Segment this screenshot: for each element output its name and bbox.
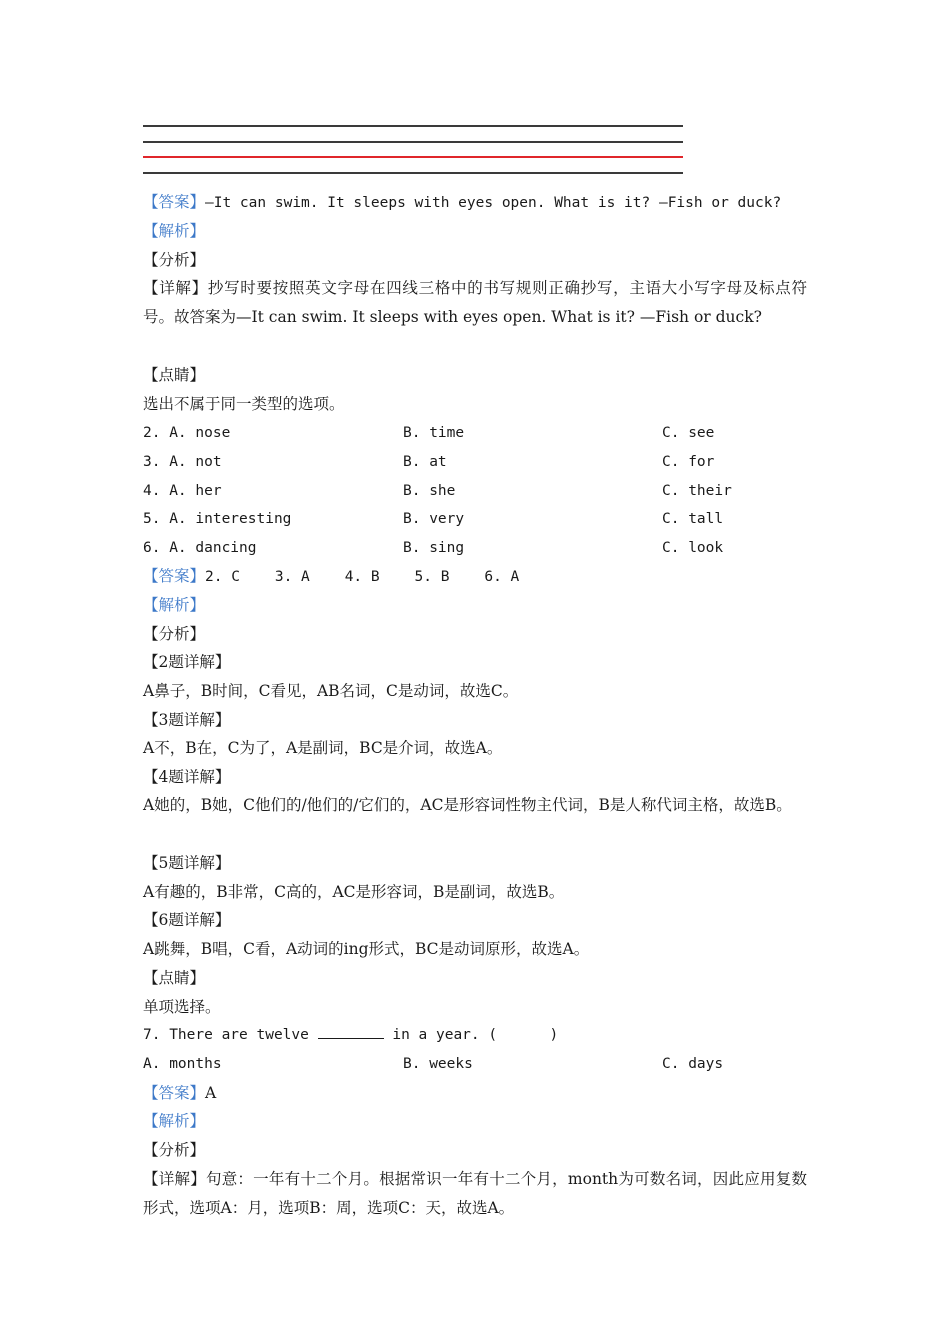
detail-text: 抄写时要按照英文字母在四线三格中的书写规则正确抄写，主语大小写字母及标点符号。故答案为—It can swim. It sleeps with eyes open. What is it? —Fish or duck? <box>143 279 807 326</box>
section2-answer <box>143 562 813 592</box>
answer-tag: 【答案】 <box>143 1084 206 1102</box>
q2-option-b: B. time <box>403 425 465 441</box>
q3-option-a: 3. A. not <box>143 454 222 470</box>
q6-option-c: C. look <box>662 540 724 556</box>
q5-option-b: B. very <box>403 511 465 527</box>
section2-instruction: 选出不属于同一类型的选项。 <box>143 395 345 413</box>
q2-detail-tag: 【2题详解】 <box>143 653 231 671</box>
section3-instruction: 单项选择。 <box>143 998 221 1016</box>
detail-text: 句意：一年有十二个月。根据常识一年有十二个月，month为可数名词，因此应用复数形式，选项A：月，选项B：周，选项C：天，故选A。 <box>143 1170 807 1217</box>
q2-option-c: C. see <box>662 425 715 441</box>
q4-option-b: B. she <box>403 483 456 499</box>
q5-detail-text: A有趣的，B非常，C高的，AC是形容词，B是副词，故选B。 <box>143 883 565 901</box>
q7-option-c: C. days <box>662 1056 724 1072</box>
q3-option-b: B. at <box>403 454 447 470</box>
q7-blank <box>318 1026 384 1039</box>
q4-detail-text: A她的，B她，C他们的/他们的/它们的，AC是形容词性物主代词，B是人称代词主格，故选B。 <box>143 796 792 814</box>
q5-detail-tag: 【5题详解】 <box>143 854 231 872</box>
answer-tag: 【答案】 <box>143 193 206 211</box>
q3-detail-text: A不，B在，C为了，A是副词，BC是介词，故选A。 <box>143 739 503 757</box>
q1-answer <box>143 188 813 218</box>
q4-option-a: 4. A. her <box>143 483 222 499</box>
fenxi-tag: 【分析】 <box>143 251 206 269</box>
answer-text: 2. C 3. A 4. B 5. B 6. A <box>205 569 520 585</box>
four-line-grid <box>143 122 683 178</box>
q5-option-a: 5. A. interesting <box>143 511 292 527</box>
q7-option-b: B. weeks <box>403 1056 473 1072</box>
q6-detail-tag: 【6题详解】 <box>143 911 231 929</box>
q7-suffix: in a year. ( ) <box>392 1027 559 1043</box>
grid-line <box>143 141 683 143</box>
q7-stem <box>143 1021 813 1050</box>
q7-option-a: A. months <box>143 1056 222 1072</box>
q6-detail-text: A跳舞，B唱，C看，A动词的ing形式，BC是动词原形，故选A。 <box>143 940 590 958</box>
dianjing-tag: 【点睛】 <box>143 969 206 987</box>
fenxi-tag: 【分析】 <box>143 1141 206 1159</box>
q4-option-c: C. their <box>662 483 732 499</box>
q2-option-a: 2. A. nose <box>143 425 231 441</box>
detail-tag: 【详解】 <box>143 1170 206 1188</box>
q1-detail <box>143 274 807 332</box>
fenxi-tag: 【分析】 <box>143 625 206 643</box>
jiexi-tag: 【解析】 <box>143 596 206 614</box>
q6-option-b: B. sing <box>403 540 465 556</box>
q3-option-c: C. for <box>662 454 715 470</box>
q2-detail-text: A鼻子，B时间，C看见，AB名词，C是动词，故选C。 <box>143 682 519 700</box>
q3-detail-tag: 【3题详解】 <box>143 711 231 729</box>
answer-text: —It can swim. It sleeps with eyes open. What is it? —Fish or duck? <box>205 195 782 211</box>
q7-prefix: 7. There are twelve <box>143 1027 309 1043</box>
jiexi-tag: 【解析】 <box>143 222 206 240</box>
q6-option-a: 6. A. dancing <box>143 540 257 556</box>
section3-answer <box>143 1079 813 1108</box>
detail-tag: 【详解】 <box>143 279 208 297</box>
answer-text: A <box>205 1084 217 1102</box>
jiexi-tag: 【解析】 <box>143 1112 206 1130</box>
dianjing-tag: 【点睛】 <box>143 366 206 384</box>
answer-tag: 【答案】 <box>143 567 206 585</box>
q7-detail <box>143 1165 807 1223</box>
grid-line-red <box>143 156 683 158</box>
grid-line <box>143 172 683 174</box>
grid-line <box>143 125 683 127</box>
q5-option-c: C. tall <box>662 511 724 527</box>
q4-detail-tag: 【4题详解】 <box>143 768 231 786</box>
